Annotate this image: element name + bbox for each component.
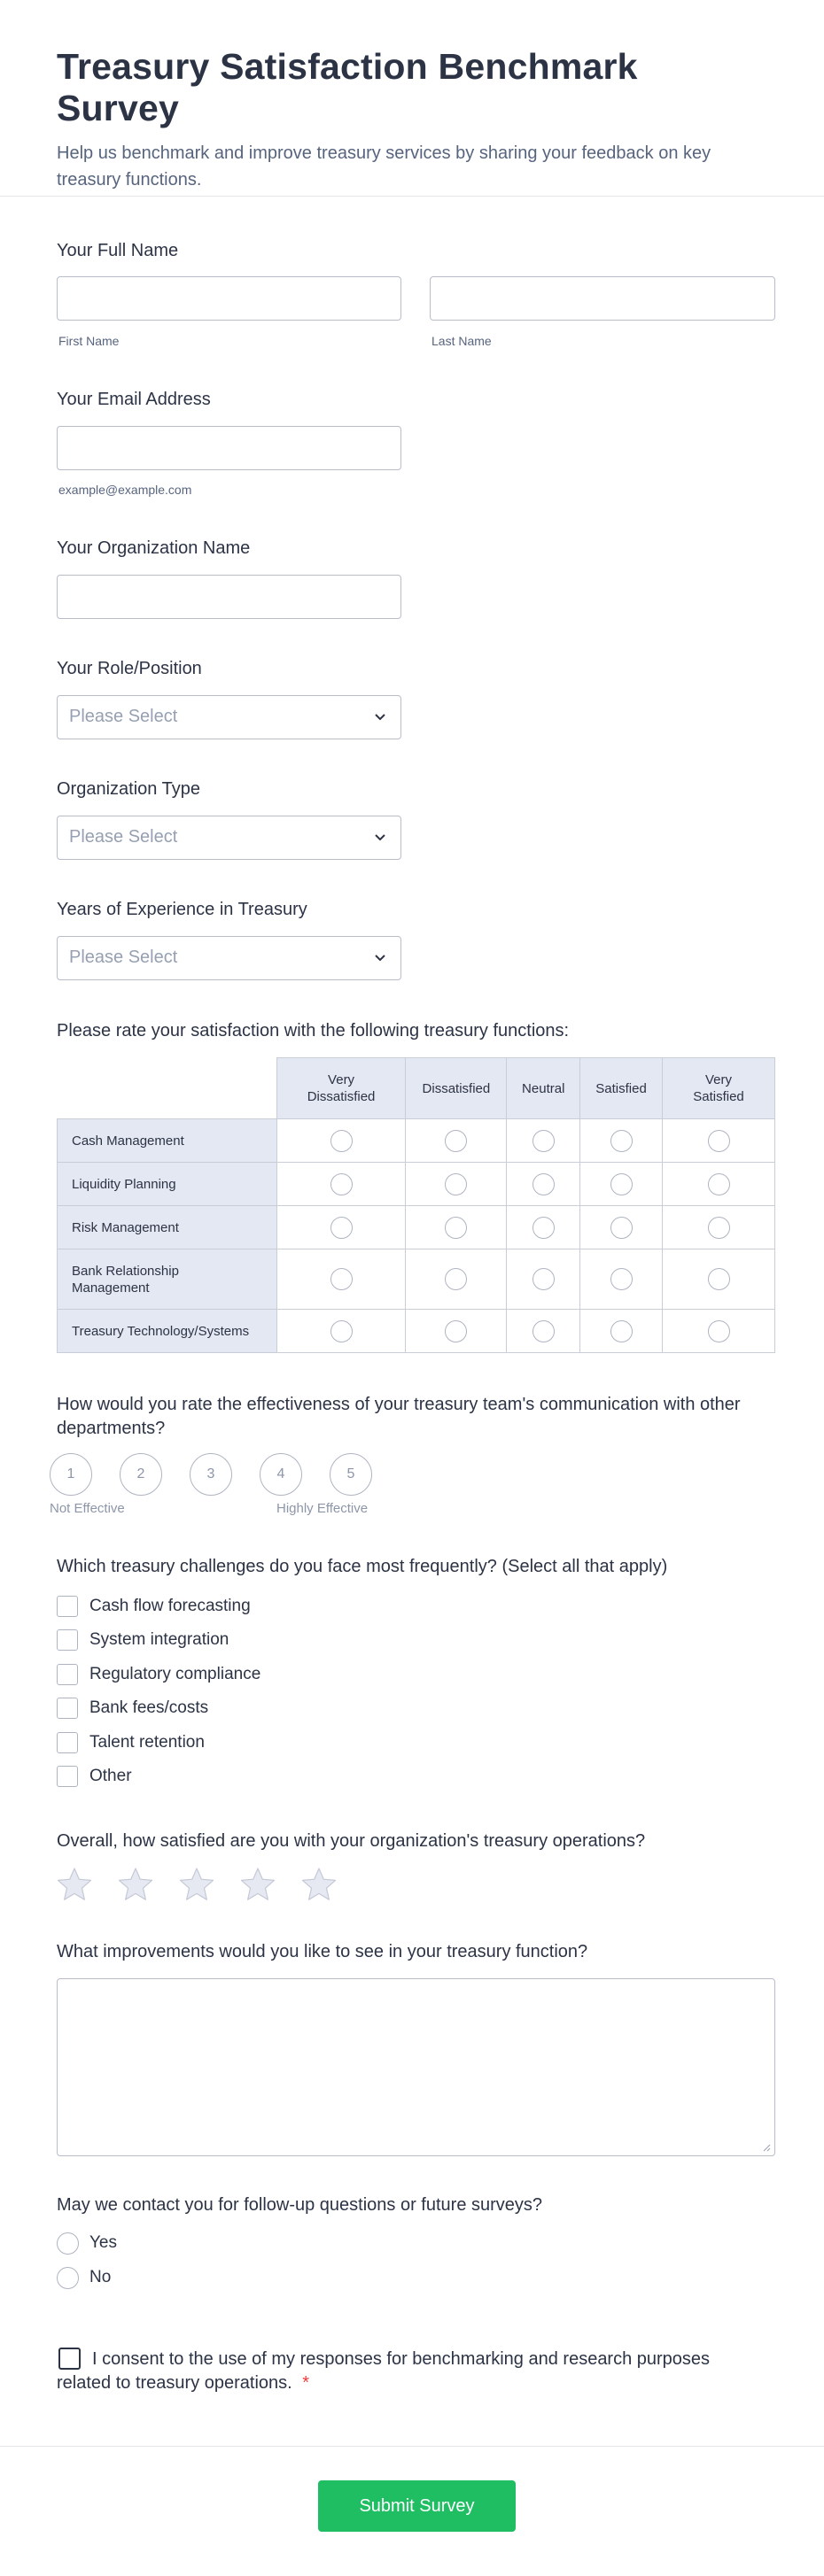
matrix-col-header: Very Satisfied [663, 1058, 775, 1119]
challenge-checkbox[interactable] [57, 1596, 78, 1617]
matrix-radio[interactable] [330, 1268, 353, 1290]
challenge-checkbox[interactable] [57, 1629, 78, 1651]
star-icon[interactable] [239, 1866, 276, 1903]
matrix-radio[interactable] [445, 1217, 467, 1239]
improvements-label: What improvements would you like to see in your treasury function? [57, 1942, 588, 1961]
role-select[interactable] [57, 695, 401, 739]
matrix-radio[interactable] [445, 1268, 467, 1290]
consent-text: I consent to the use of my responses for benchmarking and research purposes related to treasury operations. [57, 2349, 711, 2393]
chevron-down-icon [372, 829, 388, 845]
matrix-row [58, 1249, 775, 1310]
matrix-label: Please rate your satisfaction with the following treasury functions: [57, 1021, 570, 1040]
scale-option-3[interactable]: 3 [190, 1453, 232, 1496]
matrix-col-header: Neutral [507, 1058, 580, 1119]
challenges-label: Which treasury challenges do you face most frequently? (Select all that apply) [57, 1557, 668, 1576]
org-type-label: Organization Type [57, 779, 200, 799]
matrix-row [58, 1119, 775, 1163]
matrix-radio[interactable] [610, 1173, 633, 1195]
contact-radio-no[interactable] [57, 2267, 79, 2289]
matrix-row-label: Treasury Technology/Systems [58, 1310, 277, 1353]
matrix-radio[interactable] [708, 1217, 730, 1239]
org-type-select[interactable] [57, 816, 401, 860]
required-mark: * [302, 2373, 310, 2393]
challenge-label: Regulatory compliance [89, 1665, 261, 1683]
consent-text-wrap [57, 2348, 730, 2395]
challenge-label: Bank fees/costs [89, 1698, 209, 1717]
matrix-radio[interactable] [532, 1173, 555, 1195]
matrix-radio[interactable] [610, 1268, 633, 1290]
matrix-col-header: Dissatisfied [406, 1058, 507, 1119]
last-name-sublabel: Last Name [431, 334, 492, 348]
experience-select[interactable] [57, 936, 401, 980]
star-icon[interactable] [300, 1866, 338, 1903]
email-input[interactable] [57, 426, 401, 470]
star-icon[interactable] [178, 1866, 215, 1903]
matrix-col-header: Satisfied [580, 1058, 663, 1119]
matrix-radio[interactable] [532, 1130, 555, 1152]
org-type-placeholder: Please Select [69, 827, 178, 847]
contact-option-label: Yes [89, 2233, 117, 2252]
matrix-row-label: Cash Management [58, 1119, 277, 1163]
scale-option-1[interactable]: 1 [50, 1453, 92, 1496]
matrix-radio[interactable] [708, 1130, 730, 1152]
last-name-input[interactable] [430, 276, 775, 321]
organization-input[interactable] [57, 575, 401, 619]
matrix-radio[interactable] [532, 1268, 555, 1290]
challenge-label: Other [89, 1767, 132, 1785]
contact-option-label: No [89, 2268, 112, 2286]
matrix-radio[interactable] [610, 1217, 633, 1239]
role-placeholder: Please Select [69, 707, 178, 726]
first-name-input[interactable] [57, 276, 401, 321]
challenge-checkbox[interactable] [57, 1664, 78, 1685]
matrix-radio[interactable] [330, 1217, 353, 1239]
submit-button[interactable]: Submit Survey [318, 2480, 516, 2532]
rating-label: Overall, how satisfied are you with your organization's treasury operations? [57, 1831, 646, 1851]
matrix-row [58, 1310, 775, 1353]
matrix-row-label: Risk Management [58, 1206, 277, 1249]
matrix-radio[interactable] [532, 1320, 555, 1342]
challenge-checkbox[interactable] [57, 1732, 78, 1753]
form-header [0, 0, 824, 197]
experience-placeholder: Please Select [69, 948, 178, 967]
form-title: Treasury Satisfaction Benchmark Survey [57, 46, 638, 128]
matrix-radio[interactable] [330, 1130, 353, 1152]
matrix-radio[interactable] [445, 1130, 467, 1152]
star-icon[interactable] [56, 1866, 93, 1903]
matrix-radio[interactable] [330, 1320, 353, 1342]
star-icon[interactable] [117, 1866, 154, 1903]
matrix-radio[interactable] [610, 1130, 633, 1152]
challenge-label: Cash flow forecasting [89, 1597, 251, 1615]
scale-option-4[interactable]: 4 [260, 1453, 302, 1496]
email-label: Your Email Address [57, 390, 211, 409]
challenge-label: System integration [89, 1630, 229, 1649]
resize-handle-icon[interactable] [762, 2143, 771, 2152]
scale-label: How would you rate the effectiveness of your treasury team's communication with other departments? [57, 1395, 741, 1438]
form-subtitle: Help us benchmark and improve treasury services by sharing your feedback on key treasury functions. [57, 143, 711, 190]
matrix-radio[interactable] [445, 1173, 467, 1195]
matrix-row [58, 1206, 775, 1249]
scale-low-label: Not Effective [50, 1501, 125, 1516]
contact-label: May we contact you for follow-up questions or future surveys? [57, 2195, 543, 2215]
satisfaction-matrix [57, 1057, 775, 1353]
matrix-row-label: Liquidity Planning [58, 1163, 277, 1206]
first-name-sublabel: First Name [58, 334, 120, 348]
contact-radio-yes[interactable] [57, 2232, 79, 2255]
scale-high-label: Highly Effective [276, 1501, 369, 1516]
matrix-row-label: Bank Relationship Management [58, 1249, 277, 1310]
matrix-radio[interactable] [708, 1320, 730, 1342]
matrix-radio[interactable] [445, 1320, 467, 1342]
role-label: Your Role/Position [57, 659, 202, 678]
challenge-checkbox[interactable] [57, 1698, 78, 1719]
email-sublabel: example@example.com [58, 483, 192, 497]
matrix-radio[interactable] [708, 1268, 730, 1290]
challenge-label: Talent retention [89, 1733, 205, 1752]
form-footer [0, 2446, 824, 2576]
chevron-down-icon [372, 708, 388, 724]
challenge-checkbox[interactable] [57, 1766, 78, 1787]
matrix-radio[interactable] [330, 1173, 353, 1195]
experience-label: Years of Experience in Treasury [57, 900, 307, 919]
full-name-label: Your Full Name [57, 241, 179, 260]
scale-option-2[interactable]: 2 [120, 1453, 162, 1496]
chevron-down-icon [372, 949, 388, 965]
matrix-radio[interactable] [708, 1173, 730, 1195]
matrix-radio[interactable] [532, 1217, 555, 1239]
scale-option-5[interactable]: 5 [330, 1453, 372, 1496]
matrix-col-header: Very Dissatisfied [276, 1058, 406, 1119]
matrix-radio[interactable] [610, 1320, 633, 1342]
matrix-row [58, 1163, 775, 1206]
organization-label: Your Organization Name [57, 538, 251, 558]
improvements-textarea[interactable] [57, 1978, 775, 2156]
